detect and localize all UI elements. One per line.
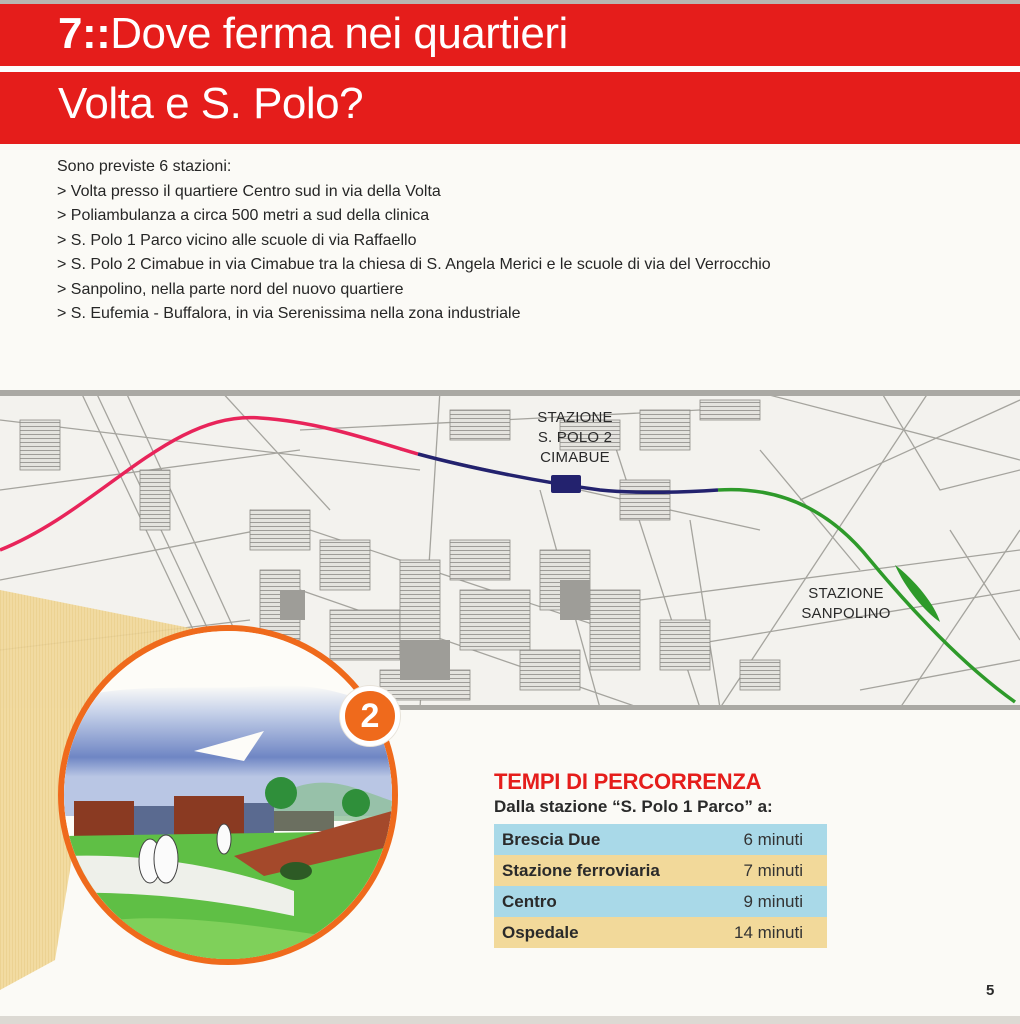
table-row bbox=[494, 917, 827, 948]
label-line: S. POLO 2 bbox=[537, 429, 613, 446]
label-line: STAZIONE bbox=[808, 585, 884, 602]
bottom-edge-strip bbox=[0, 1016, 1020, 1024]
map-top-border bbox=[0, 390, 1020, 396]
travel-times-subtitle: Dalla stazione “S. Polo 1 Parco” a: bbox=[494, 797, 773, 816]
travel-times-panel bbox=[494, 770, 834, 948]
station-item: > Sanpolino, nella parte nord del nuovo quartiere bbox=[57, 280, 404, 298]
label-line: CIMABUE bbox=[540, 449, 610, 466]
label-line: SANPOLINO bbox=[801, 605, 891, 622]
destination: Ospedale bbox=[502, 922, 579, 942]
station-number-badge: 2 bbox=[340, 686, 400, 746]
station-marker-cimabue bbox=[551, 475, 581, 493]
intro-lead: Sono previste 6 stazioni: bbox=[57, 158, 232, 175]
destination: Brescia Due bbox=[502, 829, 601, 849]
travel-times-title: TEMPI DI PERCORRENZA bbox=[494, 769, 762, 794]
label-line: STAZIONE bbox=[537, 409, 613, 426]
page-number: 5 bbox=[986, 982, 995, 999]
station-illustration bbox=[58, 625, 398, 965]
travel-time: 6 minuti bbox=[743, 829, 803, 849]
destination: Centro bbox=[502, 891, 557, 911]
station-item: > Poliambulanza a circa 500 metri a sud della clinica bbox=[57, 207, 430, 224]
station-item: > S. Polo 1 Parco vicino alle scuole di via Raffaello bbox=[57, 231, 417, 249]
table-row bbox=[494, 886, 827, 917]
station-item: > S. Eufemia - Buffalora, in via Serenissima nella zona industriale bbox=[57, 305, 521, 322]
title-text-1: Dove ferma nei quartieri bbox=[110, 9, 568, 58]
station-label-sanpolino bbox=[786, 584, 906, 624]
page-title-line-1 bbox=[58, 9, 568, 58]
intro-text bbox=[57, 155, 771, 327]
route-line-west bbox=[0, 418, 418, 550]
travel-time: 7 minuti bbox=[743, 860, 803, 880]
destination: Stazione ferroviaria bbox=[502, 860, 660, 880]
table-row bbox=[494, 855, 827, 886]
station-item: > Volta presso il quartiere Centro sud in via della Volta bbox=[57, 182, 441, 200]
park-scene-image bbox=[64, 631, 392, 959]
station-item: > S. Polo 2 Cimabue in via Cimabue tra la chiesa di S. Angela Merici e le scuole di via del Verrocchio bbox=[57, 256, 771, 273]
chapter-number: 7:: bbox=[58, 9, 111, 58]
travel-times-table bbox=[494, 824, 827, 948]
travel-time: 9 minuti bbox=[743, 891, 803, 911]
travel-time: 14 minuti bbox=[734, 922, 803, 942]
page-title-line-2: Volta e S. Polo? bbox=[58, 79, 364, 128]
table-row bbox=[494, 824, 827, 855]
station-label-cimabue bbox=[520, 408, 630, 468]
